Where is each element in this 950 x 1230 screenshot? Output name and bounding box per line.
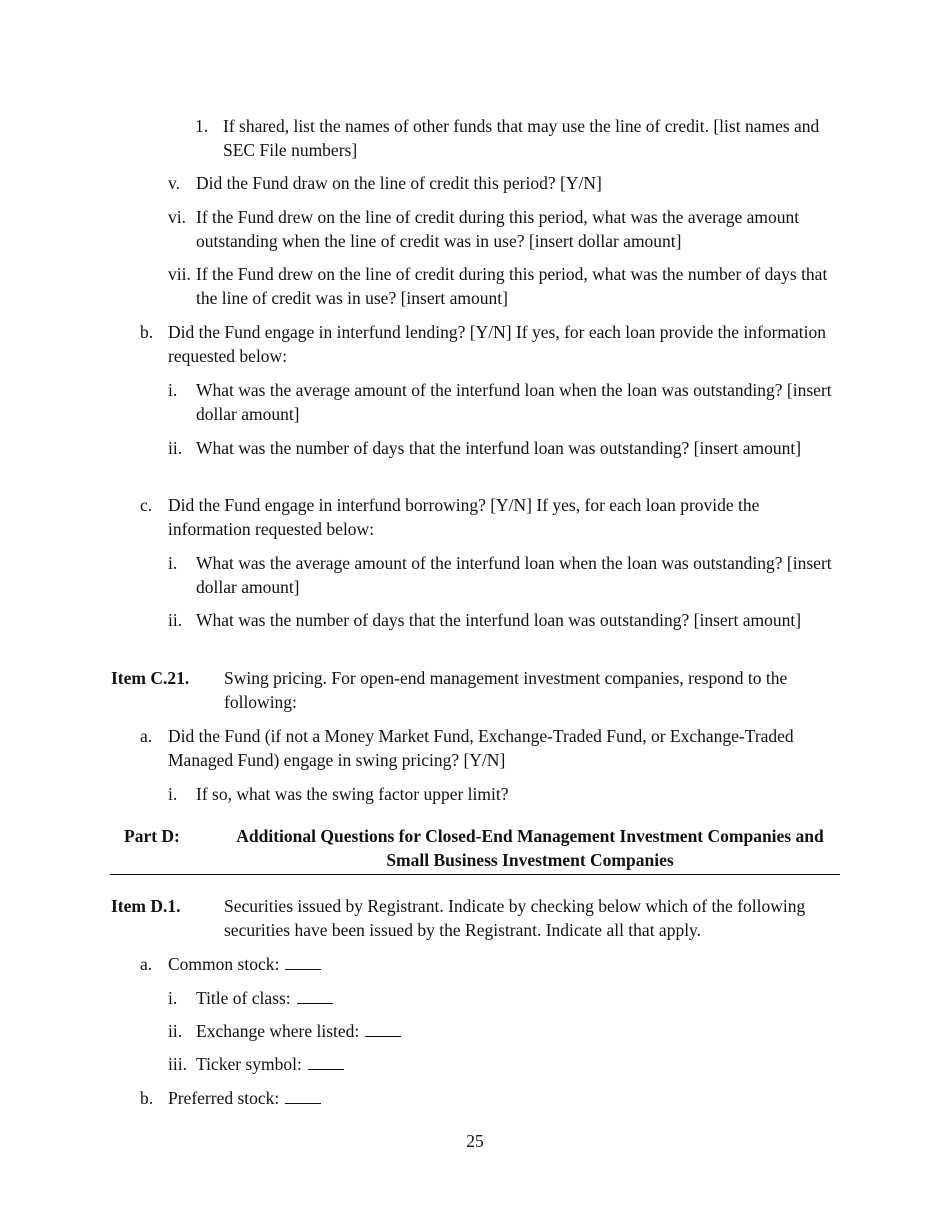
answer-blank[interactable]	[285, 1089, 321, 1104]
item-text: What was the number of days that the interfund loan was outstanding? [insert amount]	[196, 438, 802, 458]
item-number: a.	[140, 726, 153, 746]
item-number: b.	[140, 322, 154, 342]
item-number: ii.	[168, 438, 183, 458]
item-number: i.	[168, 380, 178, 400]
list-item	[168, 1019, 845, 1043]
item-text: Swing pricing. For open-end management investment companies, respond to the following:	[224, 668, 788, 712]
item-number: c.	[140, 495, 153, 515]
list-item	[168, 205, 845, 253]
item-text: What was the average amount of the interfund loan when the loan was outstanding? [insert dollar amount]	[196, 380, 832, 424]
item-text: If so, what was the swing factor upper limit?	[196, 784, 509, 804]
item-number: b.	[140, 1088, 154, 1108]
item-number: vi.	[168, 207, 186, 227]
part-d-heading	[110, 824, 840, 875]
item-number: vii.	[168, 264, 191, 284]
item-text: Common stock:	[168, 952, 845, 976]
item-number: ii.	[168, 610, 183, 630]
list-item	[140, 1086, 845, 1110]
item-heading	[111, 894, 845, 942]
list-item	[195, 114, 845, 162]
list-item	[168, 551, 845, 599]
list-item	[168, 171, 845, 195]
item-heading	[111, 666, 845, 714]
item-number: iii.	[168, 1054, 187, 1074]
item-text: Ticker symbol:	[196, 1052, 845, 1076]
part-label: Part D:	[124, 826, 180, 846]
list-item	[168, 608, 845, 632]
list-item	[140, 952, 845, 976]
list-item	[168, 782, 845, 806]
item-number: i.	[168, 553, 178, 573]
answer-blank[interactable]	[365, 1022, 401, 1037]
item-text: If the Fund drew on the line of credit during this period, what was the average amount outstanding when the line of credit was in use? [insert dollar amount]	[196, 207, 800, 251]
item-text: Exchange where listed:	[196, 1019, 845, 1043]
list-item	[168, 378, 845, 426]
part-title: Additional Questions for Closed-End Management Investment Companies and Small Business Investment Companies	[236, 826, 824, 870]
list-item	[168, 262, 845, 310]
item-text: What was the average amount of the interfund loan when the loan was outstanding? [insert dollar amount]	[196, 553, 832, 597]
item-label: Item D.1.	[111, 896, 181, 916]
list-item	[140, 493, 845, 541]
list-item	[168, 1052, 845, 1076]
item-number: v.	[168, 173, 180, 193]
item-number: i.	[168, 988, 178, 1008]
item-number: i.	[168, 784, 178, 804]
page-number: 25	[466, 1131, 484, 1151]
list-item	[168, 986, 845, 1010]
item-text: Did the Fund engage in interfund borrowing? [Y/N] If yes, for each loan provide the information requested below:	[168, 495, 760, 539]
item-text: If the Fund drew on the line of credit during this period, what was the number of days that the line of credit was in use? [insert amount]	[196, 264, 828, 308]
list-item	[140, 320, 845, 368]
list-item	[168, 436, 845, 460]
item-label: Item C.21.	[111, 668, 190, 688]
item-text: Did the Fund (if not a Money Market Fund, Exchange-Traded Fund, or Exchange-Traded Managed Fund) engage in swing pricing? [Y/N]	[168, 726, 794, 770]
item-text: Did the Fund engage in interfund lending? [Y/N] If yes, for each loan provide the information requested below:	[168, 322, 827, 366]
item-text: Preferred stock:	[168, 1086, 845, 1110]
item-text: Title of class:	[196, 986, 845, 1010]
item-text: What was the number of days that the interfund loan was outstanding? [insert amount]	[196, 610, 802, 630]
answer-blank[interactable]	[308, 1055, 344, 1070]
answer-blank[interactable]	[297, 989, 333, 1004]
item-text: Did the Fund draw on the line of credit this period? [Y/N]	[196, 173, 602, 193]
item-number: a.	[140, 954, 153, 974]
item-number: ii.	[168, 1021, 183, 1041]
item-number: 1.	[195, 116, 209, 136]
list-item	[140, 724, 845, 772]
item-text: Securities issued by Registrant. Indicate by checking below which of the following securities have been issued by the Registrant. Indicate all that apply.	[224, 896, 806, 940]
answer-blank[interactable]	[285, 955, 321, 970]
item-text: If shared, list the names of other funds that may use the line of credit. [list names and SEC File numbers]	[223, 116, 820, 160]
